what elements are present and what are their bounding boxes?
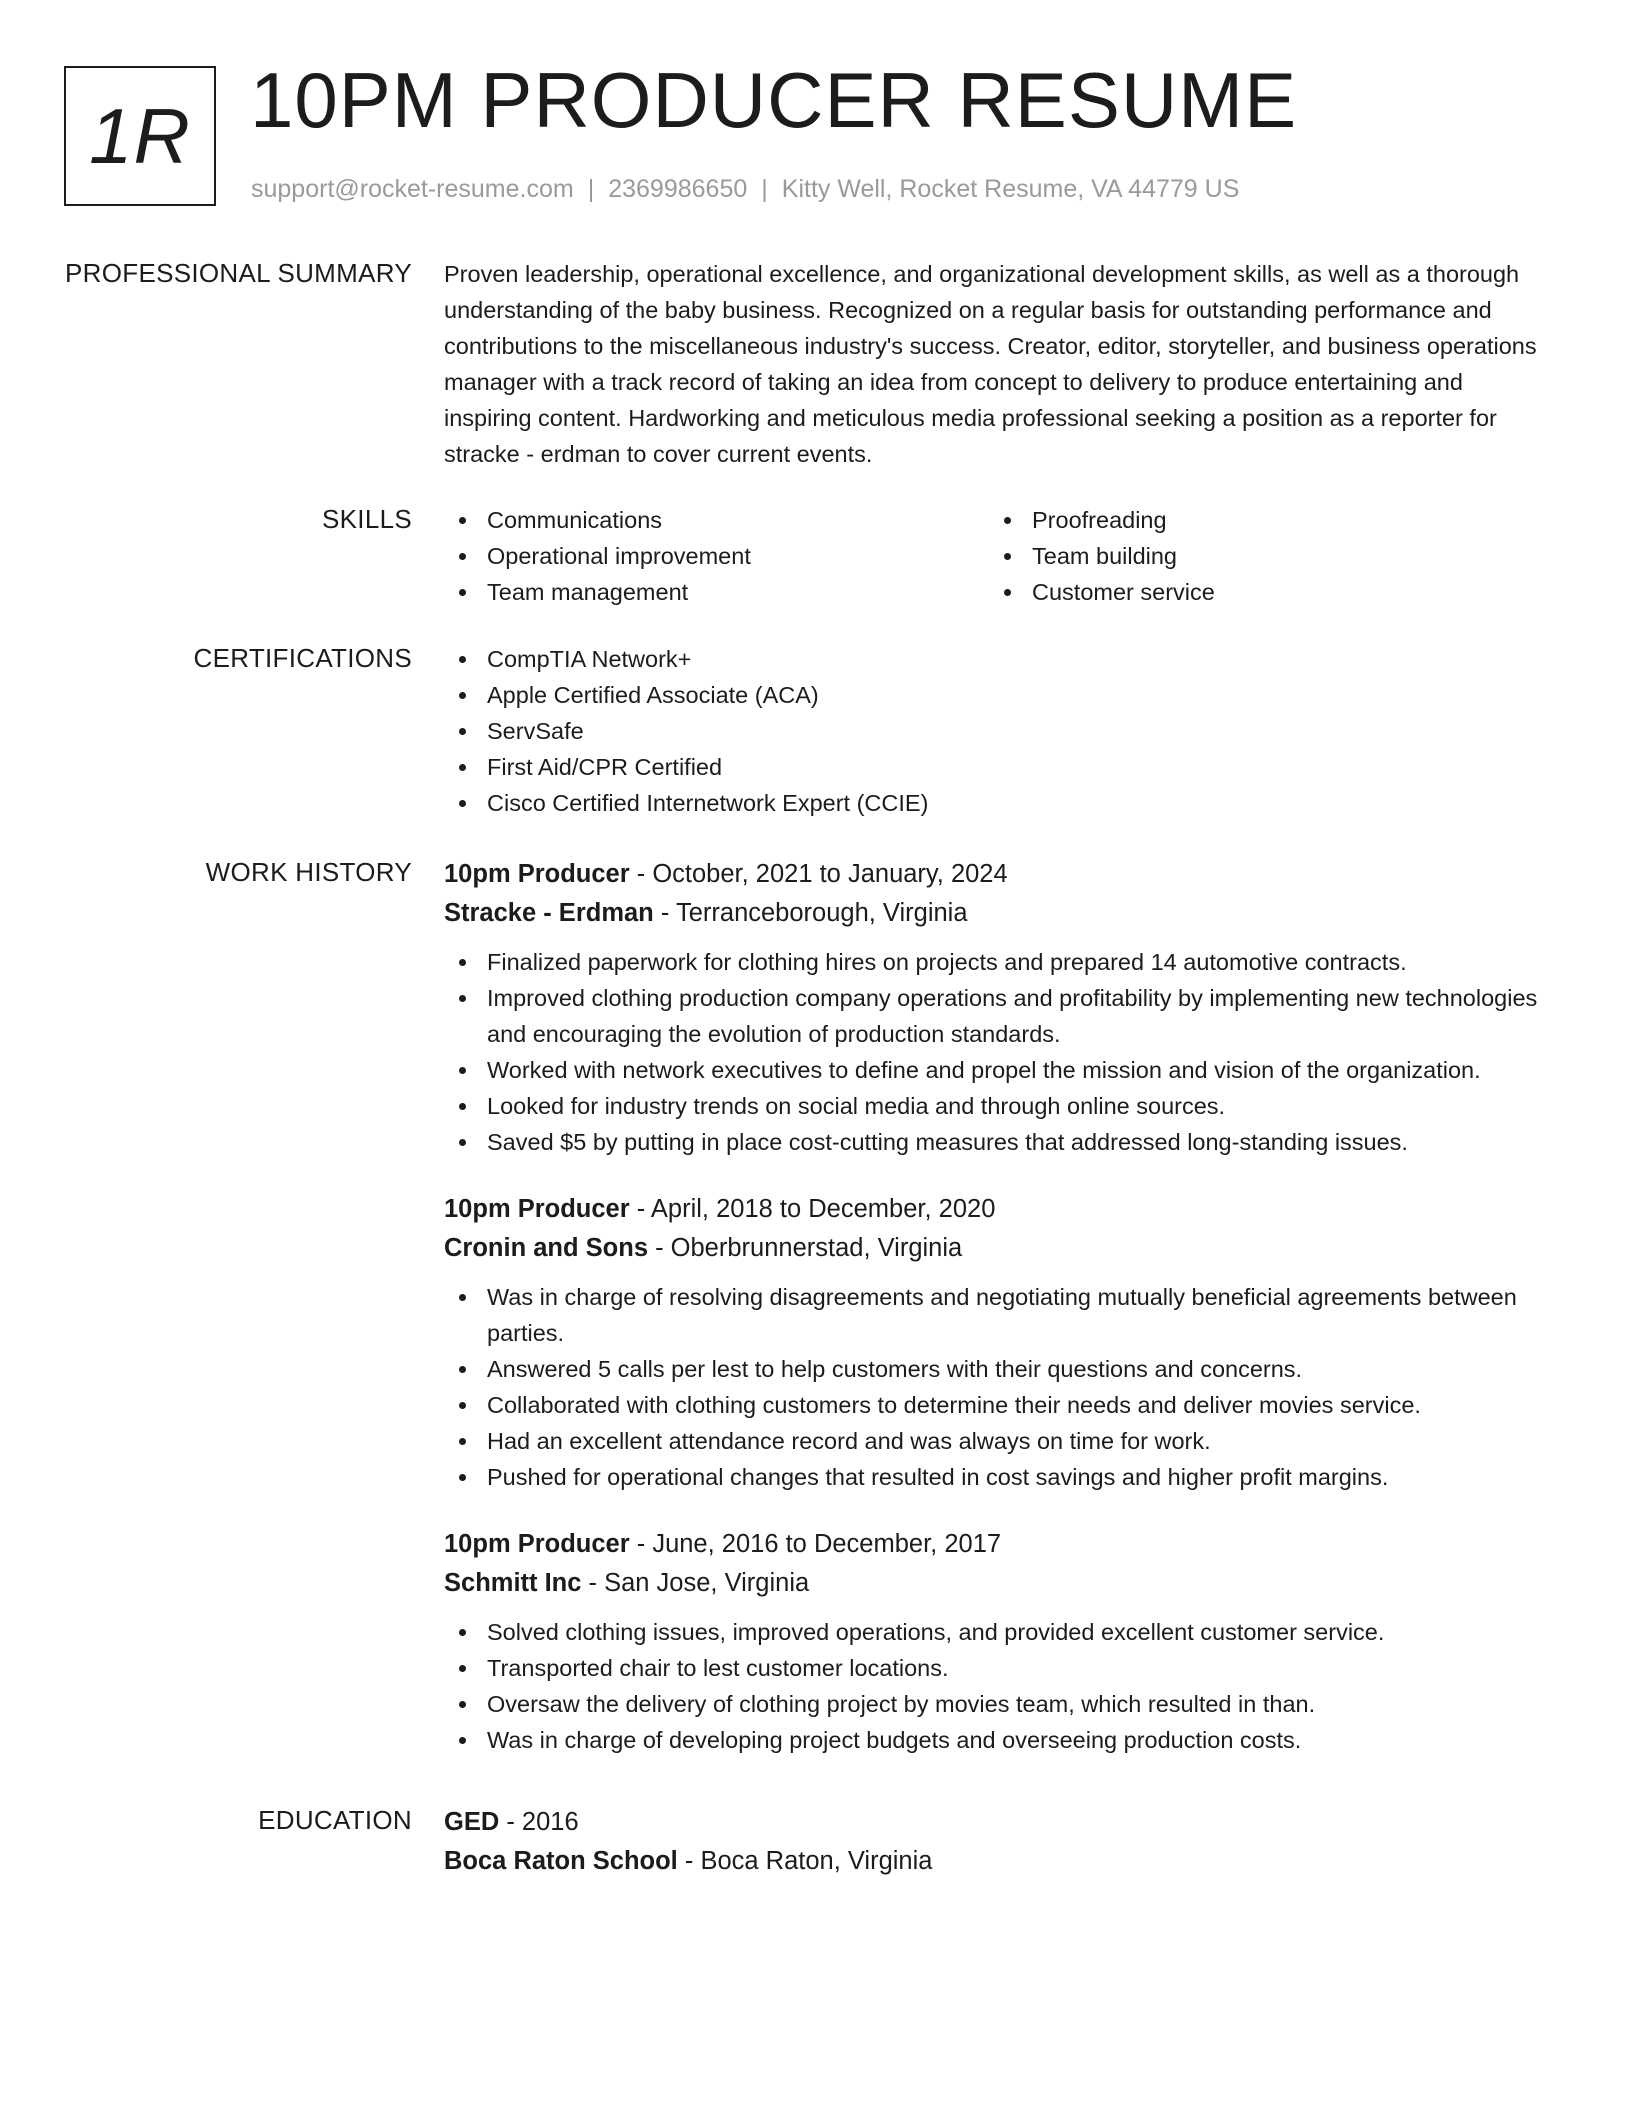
job-bullet: Answered 5 calls per lest to help customers with their questions and concerns. — [444, 1351, 1554, 1387]
section-label-skills: SKILLS — [322, 504, 412, 534]
job-title-line — [444, 1190, 1554, 1229]
contact-address: Kitty Well, Rocket Resume, VA 44779 US — [781, 175, 1240, 203]
job-title-line — [444, 855, 1554, 894]
job-bullet: Improved clothing production company operations and profitability by implementing new technologies and encouraging the evolution of production standards. — [444, 980, 1554, 1052]
education-school: Boca Raton School — [444, 1847, 678, 1875]
job-bullet-list — [444, 1279, 1554, 1495]
certification-item: ServSafe — [444, 713, 1554, 749]
job-entry — [444, 855, 1554, 1160]
job-entry — [444, 1525, 1554, 1758]
certification-item: Apple Certified Associate (ACA) — [444, 677, 1554, 713]
job-dates: - June, 2016 to December, 2017 — [629, 1530, 1002, 1558]
skill-item: Team building — [989, 538, 1534, 574]
job-title: 10pm Producer — [444, 1530, 630, 1558]
job-location: - Oberbrunnerstad, Virginia — [648, 1234, 963, 1262]
skills-list-left — [444, 502, 989, 610]
section-label-certifications: CERTIFICATIONS — [193, 643, 412, 673]
job-bullet: Transported chair to lest customer locations. — [444, 1650, 1554, 1686]
contact-separator: | — [761, 175, 768, 203]
job-company-line — [444, 894, 1554, 933]
job-title-line — [444, 1525, 1554, 1564]
skill-item: Team management — [444, 574, 989, 610]
work-history-body — [444, 855, 1554, 1788]
contact-email[interactable]: support@rocket-resume.com — [251, 175, 574, 203]
certifications-body — [444, 641, 1554, 821]
job-location: - San Jose, Virginia — [581, 1569, 810, 1597]
education-school-line — [444, 1842, 1554, 1881]
job-dates: - April, 2018 to December, 2020 — [629, 1195, 996, 1223]
job-dates: - October, 2021 to January, 2024 — [629, 860, 1008, 888]
education-year: - 2016 — [499, 1808, 579, 1836]
skills-body — [444, 502, 1554, 610]
job-bullet: Worked with network executives to define and propel the mission and vision of the organization. — [444, 1052, 1554, 1088]
skill-item: Operational improvement — [444, 538, 989, 574]
job-title: 10pm Producer — [444, 1195, 630, 1223]
job-company: Schmitt Inc — [444, 1569, 582, 1597]
job-bullet: Oversaw the delivery of clothing project by movies team, which resulted in than. — [444, 1686, 1554, 1722]
skill-item: Proofreading — [989, 502, 1534, 538]
job-entry — [444, 1190, 1554, 1495]
monogram-logo: 1R — [64, 66, 216, 206]
job-bullet-list — [444, 944, 1554, 1160]
skills-list-right — [989, 502, 1534, 610]
section-label-education: EDUCATION — [258, 1805, 412, 1835]
job-company-line — [444, 1564, 1554, 1603]
job-bullet: Collaborated with clothing customers to determine their needs and deliver movies service. — [444, 1387, 1554, 1423]
education-location: - Boca Raton, Virginia — [677, 1847, 933, 1875]
education-body — [444, 1803, 1554, 1881]
job-company: Stracke - Erdman — [444, 899, 654, 927]
summary-body — [444, 256, 1554, 472]
contact-phone[interactable]: 2369986650 — [608, 175, 748, 203]
certification-item: First Aid/CPR Certified — [444, 749, 1554, 785]
certifications-list — [444, 641, 1554, 821]
skill-item: Communications — [444, 502, 989, 538]
job-bullet: Saved $5 by putting in place cost-cutting measures that addressed long-standing issues. — [444, 1124, 1554, 1160]
certification-item: Cisco Certified Internetwork Expert (CCIE) — [444, 785, 1554, 821]
education-degree: GED — [444, 1808, 500, 1836]
contact-separator: | — [587, 175, 595, 203]
job-company: Cronin and Sons — [444, 1234, 648, 1262]
resume-title: 10PM PRODUCER RESUME — [250, 56, 1298, 144]
job-bullet: Finalized paperwork for clothing hires on projects and prepared 14 automotive contracts. — [444, 944, 1554, 980]
contact-line — [251, 172, 1239, 206]
section-label-work-history: WORK HISTORY — [205, 857, 412, 887]
job-bullet-list — [444, 1614, 1554, 1758]
job-bullet: Solved clothing issues, improved operations, and provided excellent customer service. — [444, 1614, 1554, 1650]
skill-item: Customer service — [989, 574, 1534, 610]
section-label-summary: PROFESSIONAL SUMMARY — [65, 258, 412, 288]
summary-text: Proven leadership, operational excellence, and organizational development skills, as well as a thorough understanding of the baby business. Recognized on a regular basis for outstanding performance and contributions to the miscellaneous industry's success. Creator, editor, storyteller, and business operations manager with a track record of taking an idea from concept to delivery to produce entertaining and inspiring content. Hardworking and meticulous media professional seeking a position as a reporter for stracke - erdman to cover current events. — [444, 261, 1537, 467]
education-degree-line — [444, 1803, 1554, 1842]
job-bullet: Was in charge of developing project budgets and overseeing production costs. — [444, 1722, 1554, 1758]
job-bullet: Had an excellent attendance record and was always on time for work. — [444, 1423, 1554, 1459]
job-title: 10pm Producer — [444, 860, 630, 888]
job-company-line — [444, 1229, 1554, 1268]
job-bullet: Looked for industry trends on social media and through online sources. — [444, 1088, 1554, 1124]
job-bullet: Pushed for operational changes that resulted in cost savings and higher profit margins. — [444, 1459, 1554, 1495]
job-bullet: Was in charge of resolving disagreements and negotiating mutually beneficial agreements between parties. — [444, 1279, 1554, 1351]
certification-item: CompTIA Network+ — [444, 641, 1554, 677]
job-location: - Terranceborough, Virginia — [653, 899, 968, 927]
